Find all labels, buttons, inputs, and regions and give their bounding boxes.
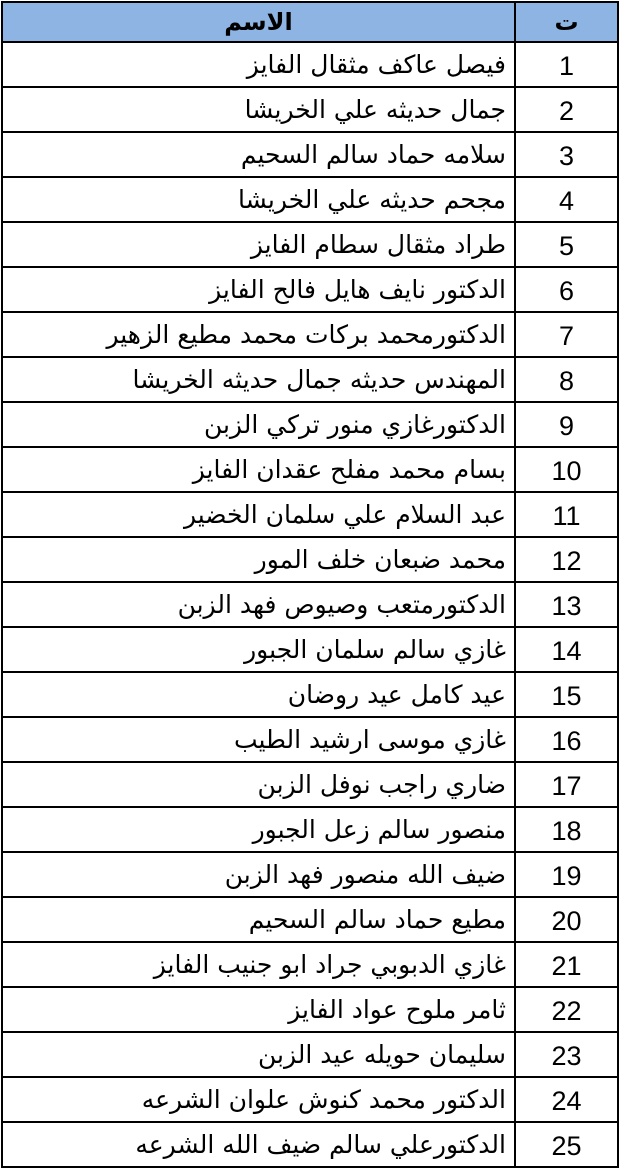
table-row: [2, 312, 618, 357]
header-row: [2, 2, 618, 42]
name-cell: ضيف الله منصور فهد الزبن: [2, 852, 515, 897]
name-cell: طراد مثقال سطام الفايز: [2, 222, 515, 267]
row-number-cell: 18: [515, 807, 618, 852]
row-number-cell: 9: [515, 402, 618, 447]
name-cell: الدكتورمتعب وصيوص فهد الزبن: [2, 582, 515, 627]
name-cell: سليمان حويله عيد الزبن: [2, 1032, 515, 1077]
row-number-cell: 12: [515, 537, 618, 582]
name-cell: عبد السلام علي سلمان الخضير: [2, 492, 515, 537]
name-cell: غازي موسى ارشيد الطيب: [2, 717, 515, 762]
name-cell: بسام محمد مفلح عقدان الفايز: [2, 447, 515, 492]
table-row: [2, 852, 618, 897]
name-cell: غازي الدبوبي جراد ابو جنيب الفايز: [2, 942, 515, 987]
table-row: [2, 402, 618, 447]
row-number-cell: 7: [515, 312, 618, 357]
table-row: [2, 942, 618, 987]
table-body: [2, 42, 618, 1167]
table-row: [2, 357, 618, 402]
name-cell: غازي سالم سلمان الجبور: [2, 627, 515, 672]
row-number-cell: 1: [515, 42, 618, 87]
name-cell: الدكتورغازي منور تركي الزبن: [2, 402, 515, 447]
table-row: [2, 87, 618, 132]
table-row: [2, 1077, 618, 1122]
table-row: [2, 762, 618, 807]
name-cell: المهندس حديثه جمال حديثه الخريشا: [2, 357, 515, 402]
row-number-cell: 6: [515, 267, 618, 312]
table-row: [2, 807, 618, 852]
name-cell: عيد كامل عيد روضان: [2, 672, 515, 717]
name-cell: الدكتورعلي سالم ضيف الله الشرعه: [2, 1122, 515, 1167]
table-row: [2, 222, 618, 267]
row-number-cell: 10: [515, 447, 618, 492]
row-number-cell: 24: [515, 1077, 618, 1122]
table-row: [2, 537, 618, 582]
table-row: [2, 1032, 618, 1077]
row-number-cell: 20: [515, 897, 618, 942]
name-cell: الدكتور محمد كنوش علوان الشرعه: [2, 1077, 515, 1122]
table-row: [2, 987, 618, 1032]
table-row: [2, 492, 618, 537]
name-cell: مطيع حماد سالم السحيم: [2, 897, 515, 942]
row-number-cell: 15: [515, 672, 618, 717]
table-row: [2, 177, 618, 222]
table-row: [2, 42, 618, 87]
row-number-cell: 5: [515, 222, 618, 267]
row-number-cell: 21: [515, 942, 618, 987]
table-row: [2, 672, 618, 717]
name-cell: محمد ضبعان خلف المور: [2, 537, 515, 582]
name-cell: ضاري راجب نوفل الزبن: [2, 762, 515, 807]
row-number-cell: 3: [515, 132, 618, 177]
row-number-cell: 16: [515, 717, 618, 762]
row-number-cell: 13: [515, 582, 618, 627]
name-cell: سلامه حماد سالم السحيم: [2, 132, 515, 177]
name-cell: جمال حديثه علي الخريشا: [2, 87, 515, 132]
row-number-cell: 25: [515, 1122, 618, 1167]
table-row: [2, 897, 618, 942]
name-cell: فيصل عاكف مثقال الفايز: [2, 42, 515, 87]
row-number-cell: 19: [515, 852, 618, 897]
table-row: [2, 627, 618, 672]
table-row: [2, 1122, 618, 1167]
name-cell: الدكتور نايف هايل فالح الفايز: [2, 267, 515, 312]
name-cell: منصور سالم زعل الجبور: [2, 807, 515, 852]
table-row: [2, 582, 618, 627]
name-cell: مجحم حديثه علي الخريشا: [2, 177, 515, 222]
row-number-cell: 2: [515, 87, 618, 132]
name-cell: ثامر ملوح عواد الفايز: [2, 987, 515, 1032]
row-number-cell: 23: [515, 1032, 618, 1077]
table-row: [2, 132, 618, 177]
table-row: [2, 717, 618, 762]
name-column-header: الاسم: [2, 2, 515, 42]
row-number-cell: 4: [515, 177, 618, 222]
row-number-cell: 14: [515, 627, 618, 672]
row-number-cell: 8: [515, 357, 618, 402]
table-row: [2, 267, 618, 312]
table-row: [2, 447, 618, 492]
number-column-header: ت: [515, 2, 618, 42]
row-number-cell: 11: [515, 492, 618, 537]
names-table: [1, 1, 619, 1168]
row-number-cell: 17: [515, 762, 618, 807]
name-cell: الدكتورمحمد بركات محمد مطيع الزهير: [2, 312, 515, 357]
row-number-cell: 22: [515, 987, 618, 1032]
